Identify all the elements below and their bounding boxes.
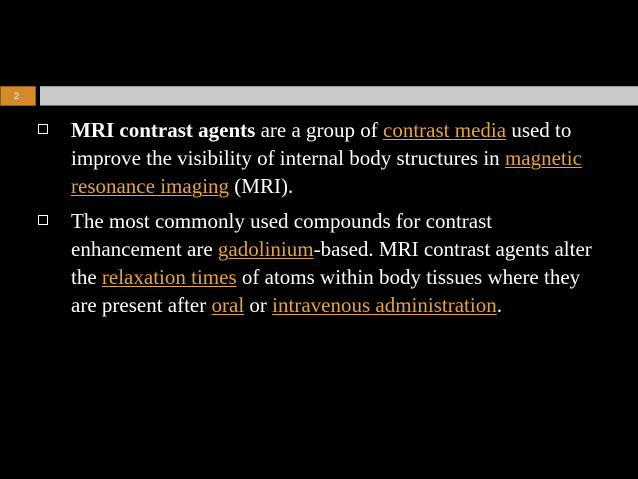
checkbox-bullet-icon [38,215,48,225]
bullet-1-text-2: used to improve the visibility of internal body structures in [71,118,572,170]
checkbox-bullet-icon [38,124,48,134]
bullet-2-text-3: of atoms within body tissues where they are present after [71,265,581,317]
bullet-item-2 [34,207,604,319]
bullet-item-1 [34,116,604,200]
slide-number: 2 [14,91,20,101]
magnetic-resonance-imaging-link[interactable]: magnetic resonance imaging [71,146,582,198]
slide-number-box [0,86,36,106]
bullet-1-bold-lead: MRI contrast agents [71,118,256,142]
bullet-1-text-3: (MRI). [229,174,294,198]
oral-link[interactable]: oral [211,293,245,317]
intravenous-administration-link[interactable]: intravenous administration [272,293,497,317]
bullet-2-text-2: -based. MRI contrast agents alter the [71,237,592,289]
bullet-2-text-1: The most commonly used compounds for contrast enhancement are [71,209,493,261]
gadolinium-link[interactable]: gadolinium [217,237,314,261]
contrast-media-link[interactable]: contrast media [383,118,507,142]
relaxation-times-link[interactable]: relaxation times [101,265,237,289]
bullet-2-text-5: . [496,293,502,317]
slide-content [34,116,604,326]
bullet-1-text-1: are a group of [255,118,384,142]
bullet-2-text-4: or [244,293,273,317]
title-bar [40,86,638,106]
